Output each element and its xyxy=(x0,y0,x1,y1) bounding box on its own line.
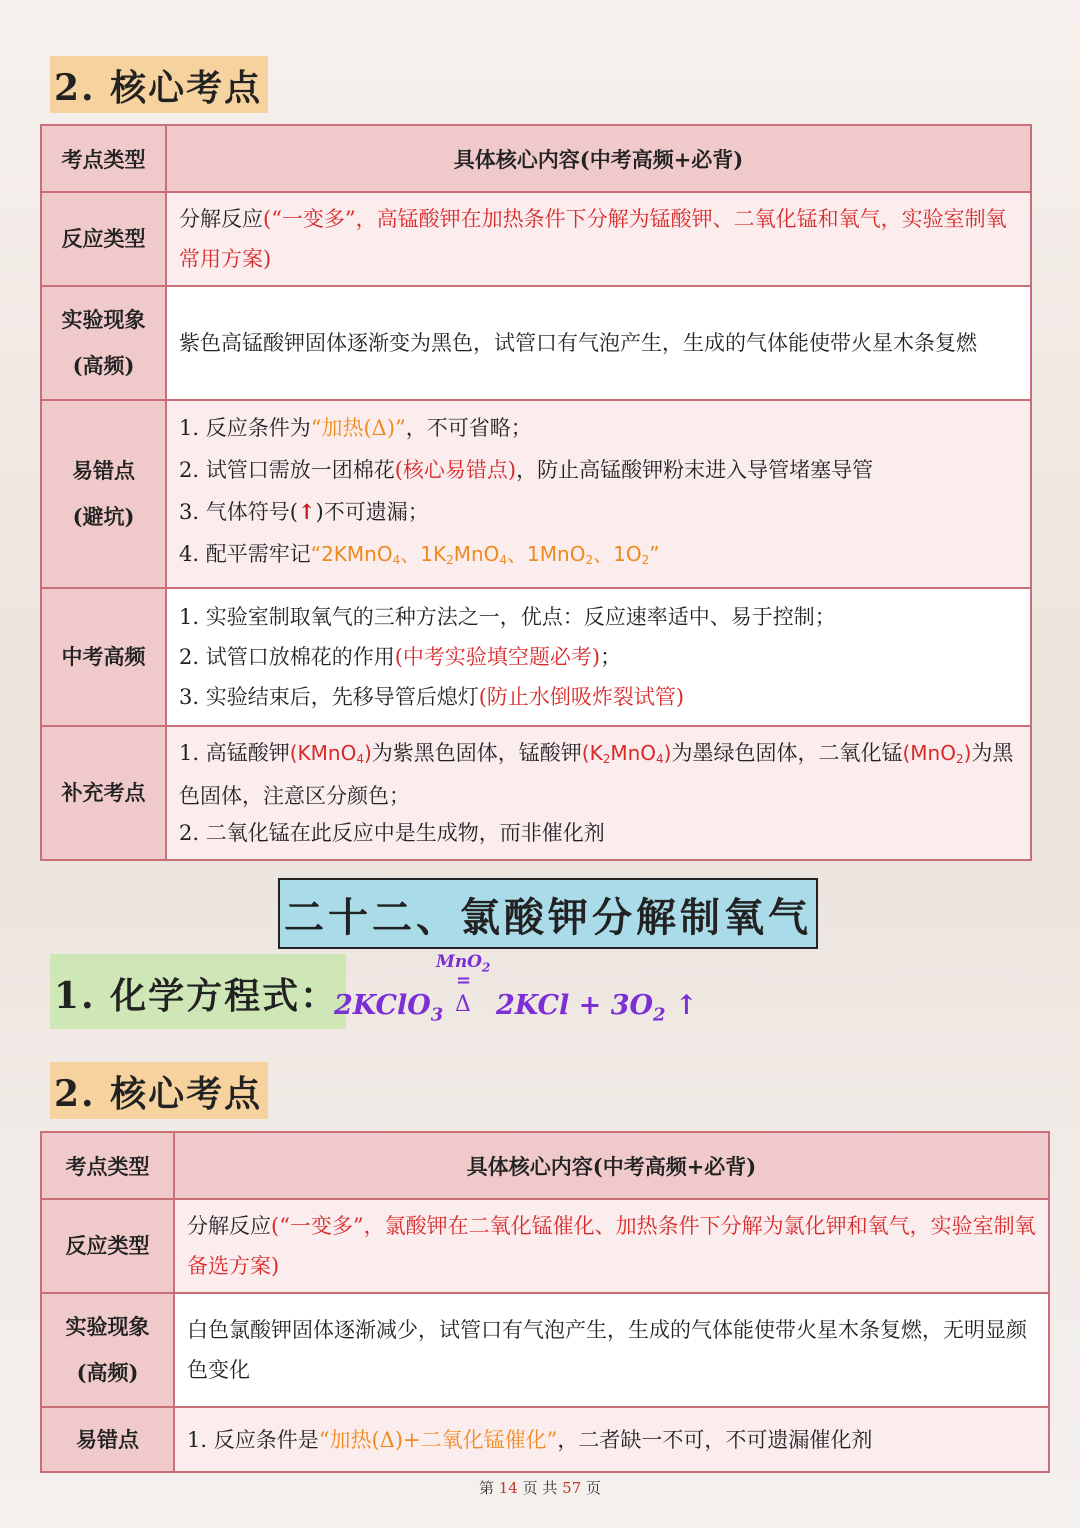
footer-text: 页 xyxy=(586,1479,602,1497)
text: 4. 配平需牢记 xyxy=(179,542,311,566)
label-line: (避坑) xyxy=(72,504,135,529)
up-arrow-icon: ↑ xyxy=(674,990,698,1021)
text: 1. 高锰酸钾 xyxy=(179,740,290,765)
heading-text: 2. 核心考点 xyxy=(54,1073,263,1115)
text: 分解反应 xyxy=(179,207,263,231)
label-line: (高频) xyxy=(76,1360,139,1385)
subscript: 4 xyxy=(499,553,508,567)
formula-text xyxy=(290,741,372,765)
list-item: 2. 二氧化锰在此反应中是生成物，而非催化剂 xyxy=(179,820,605,845)
footer-text: 第 xyxy=(478,1479,494,1497)
subscript: 2 xyxy=(653,1004,666,1026)
formula-part: (MnO xyxy=(902,740,956,765)
text: ，二者缺一不可，不可遗漏催化剂 xyxy=(557,1427,873,1452)
row-label: 反应类型 xyxy=(41,1199,174,1293)
up-arrow-icon: ↑ xyxy=(297,499,316,524)
subscript: 2 xyxy=(482,960,491,975)
section-heading-core-points-2 xyxy=(50,1062,268,1119)
row-content: 白色氯酸钾固体逐渐减少，试管口有气泡产生，生成的气体能使带火星木条复燃，无明显颜色变化 xyxy=(174,1293,1049,1407)
text: )不可遗漏； xyxy=(315,500,429,524)
header-label-type: 考点类型 xyxy=(41,1132,174,1199)
text: 3. 实验结束后，先移导管后熄灯 xyxy=(179,685,479,709)
equation-heading xyxy=(50,954,346,1029)
subscript: 4 xyxy=(356,751,364,766)
highlight-text: (防止水倒吸炸裂试管) xyxy=(478,685,685,709)
formula-text xyxy=(311,542,660,566)
highlight-text: “加热(Δ)” xyxy=(310,416,406,440)
table-header-row xyxy=(41,125,1031,192)
table-row-mistakes xyxy=(41,400,1031,588)
row-content xyxy=(166,588,1031,726)
footer-text: 页 共 xyxy=(522,1479,558,1497)
subscript: 2 xyxy=(602,751,611,766)
table-row-phenomenon xyxy=(41,1293,1049,1407)
list-item xyxy=(179,637,1018,677)
row-label xyxy=(41,400,166,588)
delta: Δ xyxy=(455,992,471,1017)
subscript: 4 xyxy=(392,553,401,567)
section-heading-core-points-1 xyxy=(50,56,268,113)
subscript: 2 xyxy=(955,751,964,766)
header-label-type: 考点类型 xyxy=(41,125,166,192)
row-content xyxy=(166,400,1031,588)
page-footer xyxy=(0,1477,1080,1498)
label-line: 实验现象 xyxy=(65,1314,150,1339)
row-label xyxy=(41,1293,174,1407)
formula-part: 、1K xyxy=(400,542,447,566)
list-item xyxy=(179,735,1018,815)
section-title-text: 二十二、氯酸钾分解制氧气 xyxy=(284,894,812,941)
list-item xyxy=(179,407,1018,449)
section-title xyxy=(278,878,818,949)
row-label: 反应类型 xyxy=(41,192,166,286)
text: 2. 试管口需放一团棉花 xyxy=(179,458,395,482)
table-row-supplement xyxy=(41,726,1031,860)
text: 1. 反应条件是 xyxy=(187,1427,319,1452)
text: ，防止高锰酸钾粉末进入导管堵塞导管 xyxy=(516,458,874,482)
table-row-reaction-type xyxy=(41,1199,1049,1293)
formula-part: “2KMnO xyxy=(310,542,393,566)
row-label: 补充考点 xyxy=(41,726,166,860)
formula-part: ) xyxy=(363,740,372,765)
formula-text xyxy=(902,741,971,765)
text: ； xyxy=(600,645,622,669)
formula-part: MnO xyxy=(453,542,500,566)
text: ，不可省略； xyxy=(405,416,532,440)
product: 2KCl + 3O xyxy=(496,990,654,1021)
formula-part: ” xyxy=(649,542,660,566)
row-label xyxy=(41,286,166,400)
core-points-table-1 xyxy=(40,124,1032,861)
row-content xyxy=(174,1407,1049,1472)
table-row-phenomenon xyxy=(41,286,1031,400)
subscript: 2 xyxy=(641,553,650,567)
text: 为墨绿色固体，二氧化锰 xyxy=(671,740,903,765)
label-line: (高频) xyxy=(72,353,135,378)
highlight-text: (核心易错点) xyxy=(394,458,517,482)
chemical-equation xyxy=(334,990,443,1025)
formula-part: 、1MnO xyxy=(507,542,586,566)
highlight-text: “加热(Δ)+二氧化锰催化” xyxy=(318,1427,558,1452)
formula-part: 、1O xyxy=(593,542,642,566)
list-item xyxy=(179,491,1018,533)
label-line: 易错点 xyxy=(72,458,135,483)
highlight-text: (中考实验填空题必考) xyxy=(394,645,601,669)
heat-condition xyxy=(455,992,471,1017)
heading-text: 1. 化学方程式： xyxy=(54,975,339,1017)
list-item xyxy=(179,677,1018,717)
formula-part: ) xyxy=(663,740,672,765)
text: 1. 反应条件为 xyxy=(179,416,311,440)
subscript: 2 xyxy=(446,553,454,567)
equals: = xyxy=(456,970,472,991)
table-header-row xyxy=(41,1132,1049,1199)
highlight-text: (“一变多”，氯酸钾在二氧化锰催化、加热条件下分解为氯化钾和氧气，实验室制氧备选方案) xyxy=(187,1214,1036,1278)
text: 3. 气体符号( xyxy=(179,500,298,524)
text: 2. 试管口放棉花的作用 xyxy=(179,645,395,669)
row-content xyxy=(166,192,1031,286)
list-item xyxy=(179,533,1018,581)
row-content xyxy=(166,726,1031,860)
reactant: 2KClO xyxy=(334,990,431,1021)
formula-part: (K xyxy=(581,740,603,765)
core-points-table-2 xyxy=(40,1131,1050,1473)
list-item xyxy=(179,449,1018,491)
formula-part: ) xyxy=(963,740,972,765)
row-content xyxy=(174,1199,1049,1293)
table-row-reaction-type xyxy=(41,192,1031,286)
equals-sign xyxy=(456,970,471,991)
subscript: 2 xyxy=(585,553,594,567)
table-row-mistakes xyxy=(41,1407,1049,1472)
label-line: 实验现象 xyxy=(61,307,146,332)
formula-text xyxy=(582,741,672,765)
total-page-number: 57 xyxy=(562,1479,582,1497)
formula-part: MnO xyxy=(610,740,657,765)
text: 为黑色固体，注意区分颜色； xyxy=(179,740,1014,808)
row-label: 中考高频 xyxy=(41,588,166,726)
list-item: 1. 实验室制取氧气的三种方法之一，优点：反应速率适中、易于控制； xyxy=(179,605,836,629)
catalyst: MnO xyxy=(436,952,482,972)
formula-part: (KMnO xyxy=(289,740,357,765)
subscript: 3 xyxy=(430,1004,444,1026)
subscript: 4 xyxy=(656,751,664,766)
row-label: 易错点 xyxy=(41,1407,174,1472)
heading-text: 2. 核心考点 xyxy=(54,67,263,109)
table-row-exam-frequent xyxy=(41,588,1031,726)
products xyxy=(496,990,698,1025)
header-label-content: 具体核心内容(中考高频+必背) xyxy=(174,1132,1049,1199)
text: 为紫黑色固体，锰酸钾 xyxy=(371,740,582,765)
header-label-content: 具体核心内容(中考高频+必背) xyxy=(166,125,1031,192)
text: 分解反应 xyxy=(187,1214,271,1238)
current-page-number: 14 xyxy=(498,1479,518,1497)
highlight-text: (“一变多”，高锰酸钾在加热条件下分解为锰酸钾、二氧化锰和氧气，实验室制氧常用方案) xyxy=(179,207,1007,271)
row-content: 紫色高锰酸钾固体逐渐变为黑色，试管口有气泡产生，生成的气体能使带火星木条复燃 xyxy=(166,286,1031,400)
